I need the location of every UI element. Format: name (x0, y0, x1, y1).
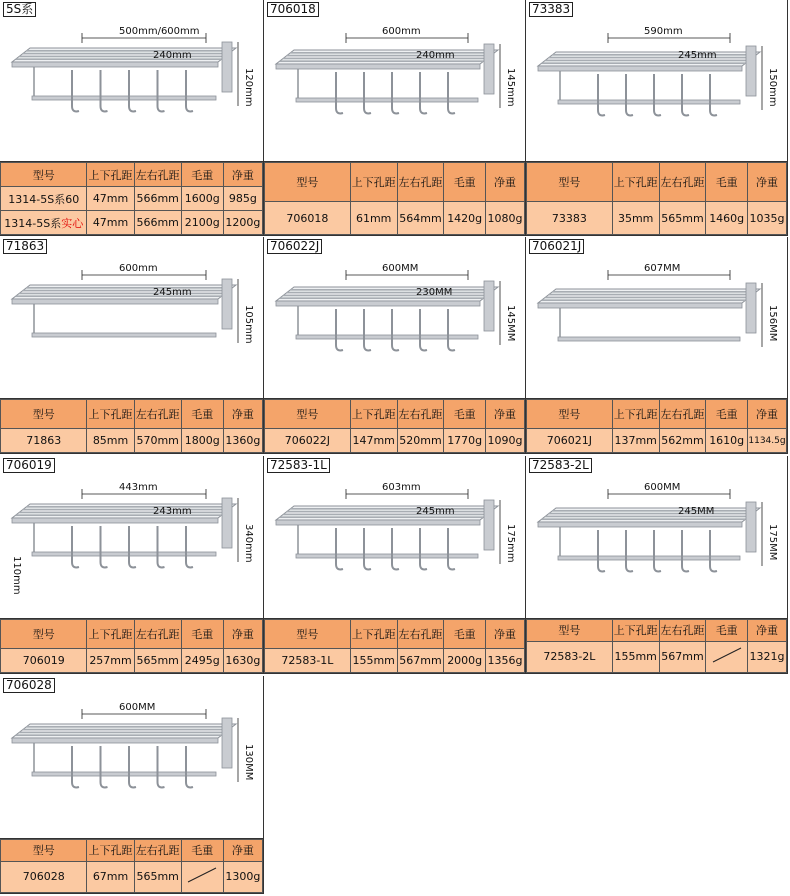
spec-header-row (527, 163, 787, 202)
dimension-label: 145MM (505, 305, 516, 342)
towel-rack-illustration (264, 237, 526, 398)
spec-header-row (265, 400, 525, 429)
spec-row (527, 429, 787, 453)
spec-cell-model (265, 649, 351, 673)
not-available-slash-icon (182, 865, 222, 885)
spec-cell-model (1, 429, 87, 453)
not-available-slash-icon (707, 645, 747, 665)
spec-cell-vhole: 155mm (350, 649, 397, 673)
spec-cell-model (527, 429, 613, 453)
spec-cell-model (1, 649, 87, 673)
dimension-label: 120mm (243, 68, 254, 107)
spec-table (0, 619, 263, 673)
spec-cell-model (527, 641, 613, 672)
model-name: 1314-5S系 (4, 216, 62, 230)
spec-cell-net: 1200g (223, 211, 262, 235)
towel-rack-illustration (0, 0, 264, 161)
spec-table (264, 399, 525, 453)
spec-header-row (1, 400, 263, 429)
product-photo-panel (264, 0, 526, 161)
spec-header-row (265, 620, 525, 649)
spec-header-row (1, 840, 263, 862)
dimension-label: 145mm (505, 68, 516, 107)
spec-header-cell: 左右孔距 (134, 840, 181, 862)
spec-cell-hhole: 562mm (659, 429, 706, 453)
model-name: 72583-2L (543, 650, 596, 664)
spec-header-cell: 净重 (485, 163, 524, 202)
model-tag: 72583-1L (267, 458, 330, 473)
spec-header-cell: 型号 (527, 163, 613, 202)
dimension-label: 245MM (678, 506, 715, 517)
spec-header-cell: 毛重 (706, 620, 748, 642)
spec-cell-gross: 1460g (706, 202, 748, 235)
spec-cell-hhole: 570mm (134, 429, 181, 453)
model-tag: 706018 (267, 2, 319, 17)
spec-header-cell: 净重 (747, 163, 786, 202)
model-tag: 5S系 (3, 2, 36, 17)
spec-cell-hhole: 565mm (659, 202, 706, 235)
product-photo-panel (526, 237, 788, 398)
spec-header-cell: 上下孔距 (350, 400, 397, 429)
spec-row (265, 202, 525, 235)
spec-header-cell: 型号 (1, 620, 87, 649)
spec-header-cell: 毛重 (181, 400, 223, 429)
spec-cell-model (265, 429, 351, 453)
spec-header-row (1, 163, 263, 187)
spec-table (526, 399, 787, 453)
spec-header-cell: 净重 (223, 840, 262, 862)
spec-row (527, 202, 787, 235)
spec-header-cell: 左右孔距 (397, 400, 444, 429)
dimension-label: 600mm (382, 26, 421, 37)
spec-cell-vhole: 47mm (87, 187, 134, 211)
spec-cell-vhole: 67mm (87, 861, 134, 892)
spec-table (264, 162, 525, 235)
spec-header-row (527, 400, 787, 429)
spec-cell-net: 985g (223, 187, 262, 211)
spec-row (265, 429, 525, 453)
spec-cell-vhole: 257mm (87, 649, 134, 673)
product-photo-panel (0, 456, 264, 618)
spec-header-cell: 毛重 (444, 163, 486, 202)
towel-rack-illustration (0, 676, 264, 838)
spec-cell-hhole: 566mm (134, 211, 181, 235)
spec-cell-net: 1300g (223, 861, 262, 892)
spec-header-cell: 净重 (223, 400, 262, 429)
dimension-label: 340mm (243, 524, 254, 563)
spec-table-panel (0, 618, 264, 674)
towel-rack-illustration (264, 456, 526, 618)
spec-header-cell: 净重 (223, 620, 262, 649)
towel-rack-illustration (526, 0, 788, 161)
spec-header-cell: 型号 (265, 620, 351, 649)
spec-header-cell: 型号 (1, 400, 87, 429)
spec-header-cell: 毛重 (181, 620, 223, 649)
spec-table (0, 839, 263, 893)
dimension-label: 175MM (767, 524, 778, 561)
spec-cell-net: 1035g (747, 202, 786, 235)
spec-cell-vhole: 147mm (350, 429, 397, 453)
dimension-label: 245mm (416, 506, 455, 517)
spec-cell-gross: 1600g (181, 187, 223, 211)
dimension-label: 150mm (767, 68, 778, 107)
spec-cell-hhole: 520mm (397, 429, 444, 453)
spec-header-cell: 左右孔距 (397, 620, 444, 649)
spec-header-cell: 毛重 (181, 840, 223, 862)
spec-cell-gross: 2495g (181, 649, 223, 673)
spec-cell-net: 1360g (223, 429, 262, 453)
model-tag: 706022J (267, 239, 322, 254)
spec-cell-vhole: 61mm (350, 202, 397, 235)
spec-cell-hhole: 566mm (134, 187, 181, 211)
spec-header-cell: 毛重 (706, 163, 748, 202)
spec-table (0, 162, 263, 235)
spec-table (264, 619, 525, 673)
spec-row (1, 429, 263, 453)
product-photo-panel (264, 237, 526, 398)
towel-rack-illustration (0, 456, 264, 618)
spec-cell-gross: 1610g (706, 429, 748, 453)
spec-cell-net: 1630g (223, 649, 262, 673)
spec-header-cell: 净重 (223, 163, 262, 187)
spec-cell-vhole: 155mm (612, 641, 659, 672)
spec-row (527, 641, 787, 672)
spec-cell-gross: 1800g (181, 429, 223, 453)
spec-cell-net: 1134.5g (747, 429, 786, 453)
spec-header-cell: 上下孔距 (350, 620, 397, 649)
spec-table (526, 619, 787, 673)
spec-header-row (1, 620, 263, 649)
spec-table-panel (526, 161, 788, 236)
spec-header-cell: 上下孔距 (612, 163, 659, 202)
dimension-label: 156MM (767, 305, 778, 342)
dimension-label: 175mm (505, 524, 516, 563)
spec-header-cell: 上下孔距 (350, 163, 397, 202)
spec-header-cell: 上下孔距 (87, 840, 134, 862)
dimension-label: 600MM (644, 482, 681, 493)
dimension-label: 603mm (382, 482, 421, 493)
spec-header-cell: 净重 (485, 400, 524, 429)
spec-cell-vhole: 85mm (87, 429, 134, 453)
spec-cell-hhole: 565mm (134, 861, 181, 892)
spec-row (1, 649, 263, 673)
spec-header-cell: 型号 (1, 163, 87, 187)
spec-header-cell: 型号 (265, 163, 351, 202)
model-name: 73383 (551, 211, 587, 225)
spec-row (1, 211, 263, 235)
spec-header-cell: 左右孔距 (659, 163, 706, 202)
spec-table-panel (264, 618, 526, 674)
dimension-label: 245mm (678, 50, 717, 61)
model-tag: 73383 (529, 2, 573, 17)
dimension-label: 230MM (416, 287, 453, 298)
model-name: 706018 (286, 211, 329, 225)
model-name: 1314-5S系60 (8, 192, 80, 206)
spec-table-panel (0, 838, 264, 894)
dimension-label: 105mm (243, 305, 254, 344)
spec-table (0, 399, 263, 453)
model-tag: 706028 (3, 678, 55, 693)
product-photo-panel (264, 456, 526, 618)
spec-cell-model (1, 211, 87, 235)
spec-cell-gross: 2000g (444, 649, 486, 673)
model-name: 706028 (22, 870, 65, 884)
spec-header-cell: 上下孔距 (87, 400, 134, 429)
spec-cell-vhole: 47mm (87, 211, 134, 235)
dimension-label: 600mm (119, 263, 158, 274)
spec-table (526, 162, 787, 235)
spec-cell-model (1, 861, 87, 892)
dimension-label: 600MM (119, 702, 156, 713)
spec-header-row (527, 620, 787, 642)
spec-cell-net: 1321g (747, 641, 786, 672)
towel-rack-illustration (0, 237, 264, 398)
towel-rack-illustration (264, 0, 526, 161)
spec-header-cell: 上下孔距 (87, 620, 134, 649)
towel-rack-illustration (526, 456, 788, 618)
spec-header-cell: 毛重 (706, 400, 748, 429)
spec-table-panel (264, 161, 526, 236)
spec-table-panel (0, 398, 264, 454)
spec-table-panel (0, 161, 264, 236)
model-name: 706019 (22, 654, 65, 668)
model-name: 706022J (284, 434, 331, 448)
spec-header-cell: 上下孔距 (612, 400, 659, 429)
spec-table-panel (526, 618, 788, 674)
spec-row (1, 861, 263, 892)
spec-table-panel (264, 398, 526, 454)
spec-header-cell: 净重 (747, 620, 786, 642)
spec-cell-hhole: 564mm (397, 202, 444, 235)
spec-header-cell: 左右孔距 (134, 620, 181, 649)
model-name: 72583-1L (281, 654, 334, 668)
spec-header-cell: 毛重 (444, 620, 486, 649)
spec-cell-gross: 1420g (444, 202, 486, 235)
dimension-label: 110mm (11, 556, 22, 595)
dimension-label: 443mm (119, 482, 158, 493)
product-photo-panel (0, 0, 264, 161)
spec-header-cell: 左右孔距 (134, 400, 181, 429)
model-tag: 72583-2L (529, 458, 592, 473)
spec-cell-gross: 1770g (444, 429, 486, 453)
spec-header-cell: 型号 (265, 400, 351, 429)
model-suffix: 实心 (61, 216, 84, 230)
spec-row (265, 649, 525, 673)
spec-cell-hhole: 567mm (659, 641, 706, 672)
spec-header-cell: 左右孔距 (659, 400, 706, 429)
product-photo-panel (0, 676, 264, 838)
product-photo-panel (526, 456, 788, 618)
spec-cell-hhole: 567mm (397, 649, 444, 673)
dimension-label: 590mm (644, 26, 683, 37)
model-tag: 71863 (3, 239, 47, 254)
dimension-label: 600MM (382, 263, 419, 274)
dimension-label: 240mm (416, 50, 455, 61)
spec-header-cell: 型号 (1, 840, 87, 862)
spec-header-cell: 左右孔距 (659, 620, 706, 642)
spec-header-row (265, 163, 525, 202)
dimension-label: 607MM (644, 263, 681, 274)
spec-header-cell: 左右孔距 (134, 163, 181, 187)
spec-cell-vhole: 137mm (612, 429, 659, 453)
model-name: 706021J (546, 434, 593, 448)
dimension-label: 240mm (153, 50, 192, 61)
spec-header-cell: 净重 (485, 620, 524, 649)
spec-cell-net: 1080g (485, 202, 524, 235)
spec-cell-model (1, 187, 87, 211)
towel-rack-illustration (526, 237, 788, 398)
spec-cell-net: 1356g (485, 649, 524, 673)
spec-cell-hhole: 565mm (134, 649, 181, 673)
spec-header-cell: 净重 (747, 400, 786, 429)
spec-header-cell: 左右孔距 (397, 163, 444, 202)
spec-cell-gross: 2100g (181, 211, 223, 235)
spec-header-cell: 型号 (527, 400, 613, 429)
spec-header-cell: 毛重 (181, 163, 223, 187)
spec-cell-gross (181, 861, 223, 892)
model-name: 71863 (26, 434, 62, 448)
dimension-label: 243mm (153, 506, 192, 517)
product-photo-panel (0, 237, 264, 398)
spec-cell-net: 1090g (485, 429, 524, 453)
spec-cell-model (527, 202, 613, 235)
dimension-label: 245mm (153, 287, 192, 298)
spec-cell-model (265, 202, 351, 235)
spec-header-cell: 上下孔距 (612, 620, 659, 642)
dimension-label: 130MM (243, 744, 254, 781)
model-tag: 706021J (529, 239, 584, 254)
spec-header-cell: 毛重 (444, 400, 486, 429)
spec-header-cell: 型号 (527, 620, 613, 642)
dimension-label: 500mm/600mm (119, 26, 200, 37)
spec-table-panel (526, 398, 788, 454)
model-tag: 706019 (3, 458, 55, 473)
spec-cell-vhole: 35mm (612, 202, 659, 235)
spec-cell-gross (706, 641, 748, 672)
product-photo-panel (526, 0, 788, 161)
spec-row (1, 187, 263, 211)
spec-header-cell: 上下孔距 (87, 163, 134, 187)
